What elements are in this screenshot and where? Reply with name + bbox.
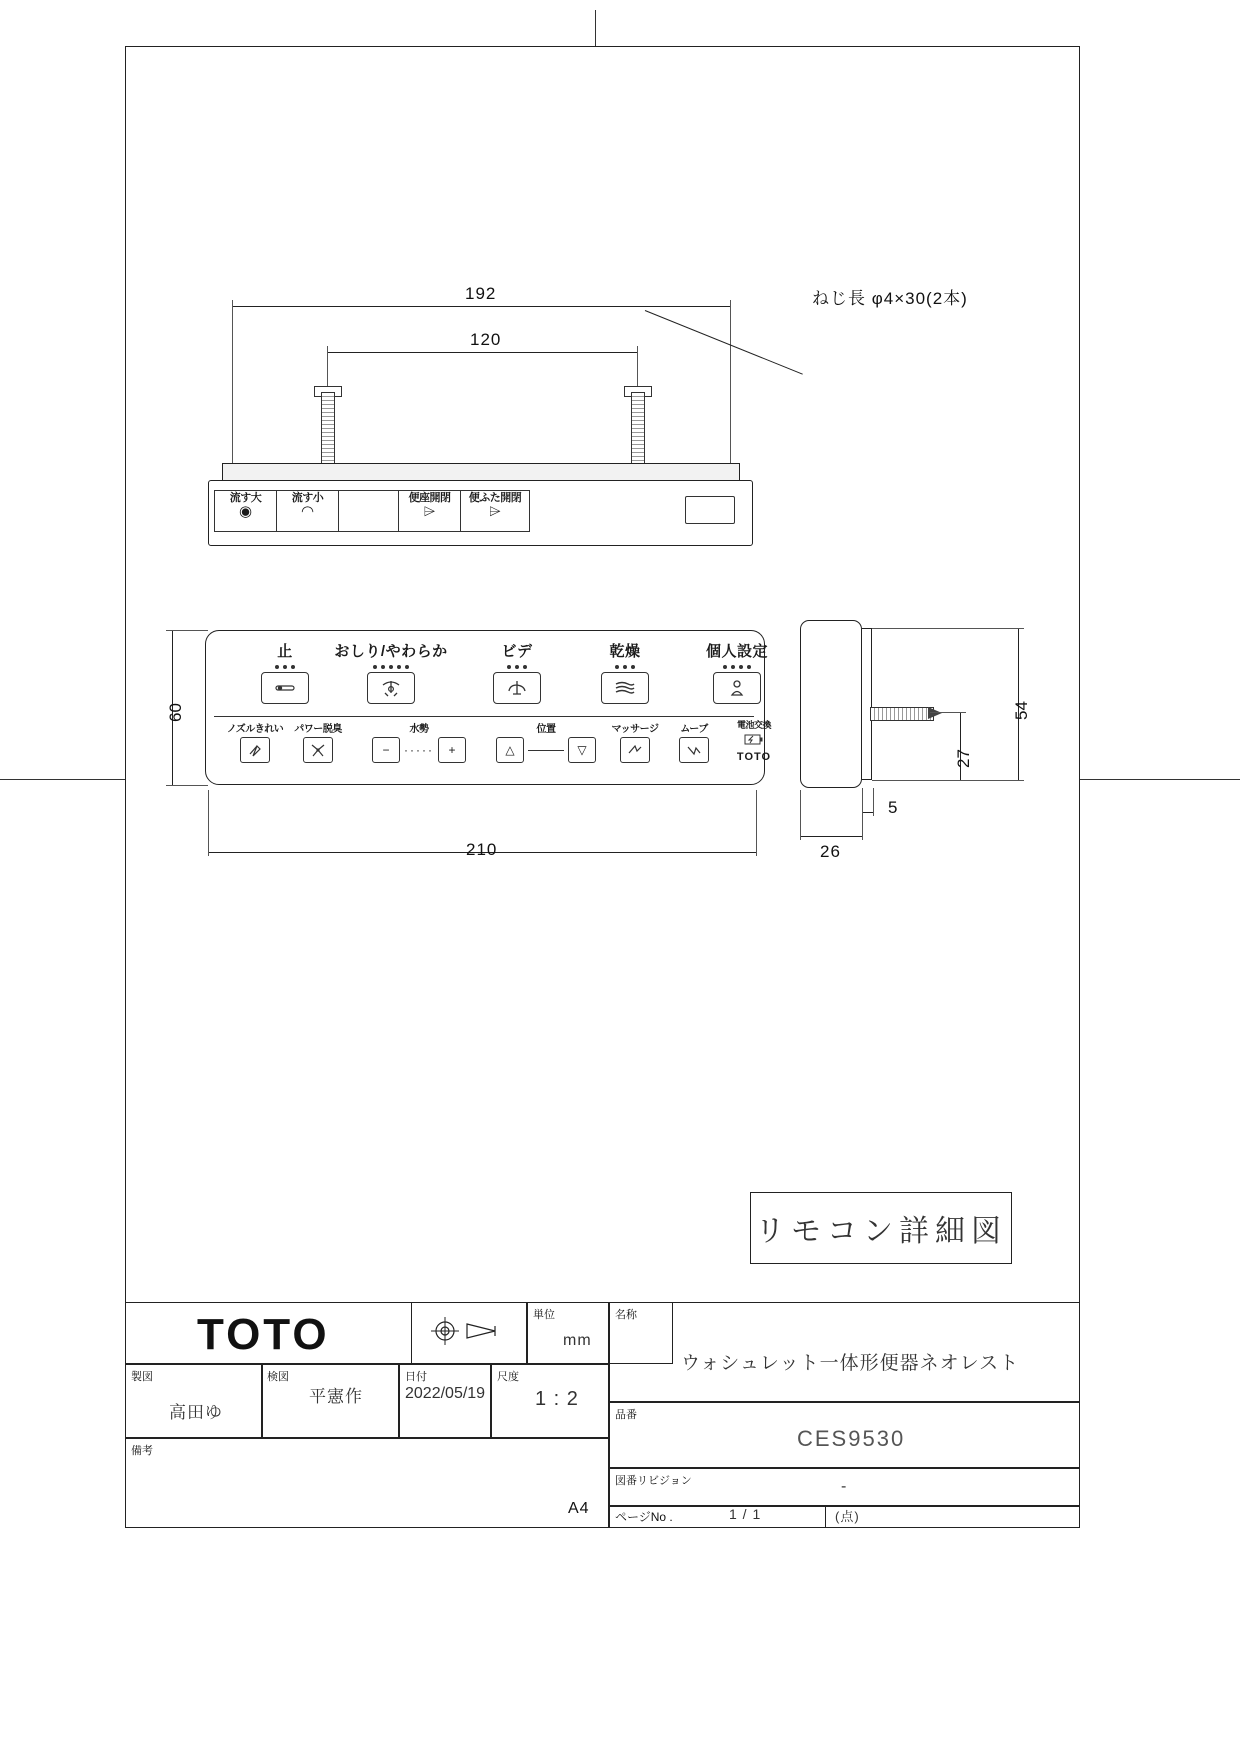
dryer-glyph [611,678,639,698]
deodorize-glyph [309,742,327,758]
main-button-personal-label: 個人設定 [705,643,768,660]
dim-line-26 [800,836,862,837]
checker-label: 検図 [267,1371,289,1383]
water-pressure-plus-button[interactable] [438,737,466,763]
top-view-window [685,496,735,524]
dim-54: 54 [1012,701,1031,720]
bidet-dots [462,665,572,669]
top-button-lid-label: 便ふた開閉 [468,492,522,504]
dim-line-120 [327,352,637,353]
dim-210: 210 [466,840,498,859]
top-view-button-row [214,490,530,532]
sub-button-deodorize-label: パワー脱臭 [294,724,342,735]
battery-label: 電池交換 [736,720,771,730]
sub-button-massage[interactable] [606,720,664,763]
dim-60: 60 [166,703,185,722]
unit-value: mm [563,1332,592,1349]
scale-value: 1 : 2 [535,1388,579,1410]
main-button-dryer[interactable] [570,640,680,704]
personal-setting-icon[interactable] [713,672,761,704]
main-button-stop-label: 止 [277,643,293,660]
ext-line-26-left [800,790,801,840]
name-label: 名称 [615,1309,637,1321]
swirl-small-icon: ◠ [300,503,315,520]
dim-192: 192 [465,284,497,303]
position-track [528,750,564,751]
top-button-blank[interactable] [338,490,398,532]
revision-label: 図番リビジョン [615,1475,692,1487]
dim-line-192 [232,306,730,307]
checker-value: 平憲作 [309,1387,363,1406]
designer-value: 高田ゆ [169,1403,223,1422]
top-button-flush-large-label: 流す大 [229,492,262,504]
part-value: CES9530 [797,1426,906,1451]
first-angle-projection-icon [425,1314,515,1353]
screw-note: ねじ長 φ4×30(2本) [812,289,968,308]
page-suffix-cell [825,1506,1080,1528]
top-view-mount-plate [222,463,740,480]
dim-120: 120 [470,330,502,349]
position-down-button[interactable] [568,737,596,763]
dryer-dots [570,665,680,669]
dim-line-27 [960,712,961,780]
bidet-icon[interactable] [493,672,541,704]
projection-glyph [425,1314,515,1348]
triangle-down-icon: ▽ [577,743,587,757]
top-button-flush-small-label: 流す小 [291,492,324,504]
name-value: ウォシュレット一体形便器ネオレスト [681,1353,1020,1374]
triangle-up-icon: △ [505,743,515,757]
ext-line-27-top [930,712,966,713]
unit-label: 単位 [533,1309,555,1321]
side-view-screw [870,700,948,726]
ext-line-192-right [730,300,731,480]
rear-dots [316,665,466,669]
sub-button-water-pressure [354,720,484,763]
sub-button-water-pressure-label: 水勢 [409,724,429,735]
paper-size-label: A4 [568,1500,590,1517]
ext-line-60-bottom [166,785,208,786]
massage-icon[interactable] [620,737,650,763]
swirl-large-icon: ◉ [238,503,253,520]
page-suffix: (点) [835,1509,860,1524]
nozzle-clean-glyph [246,742,264,758]
sub-button-massage-label: マッサージ [611,724,659,735]
ext-line-54-top [872,628,1024,629]
center-mark-right [1079,779,1240,780]
drawing-title-stamp-text: リモコン詳細図 [755,1215,1007,1248]
date-value: 2022/05/19 [405,1385,486,1402]
remarks-label: 備考 [131,1445,153,1457]
drawing-title-stamp [750,1192,1012,1264]
page-label: ページNo . [615,1510,673,1524]
stop-glyph [272,682,298,694]
title-block [125,1302,1080,1528]
dim-26: 26 [820,842,841,861]
seat-open-close-icon: ⌲ [423,503,436,520]
sub-button-move-label: ムーブ [680,724,708,735]
page-value: 1 / 1 [729,1506,762,1522]
toto-brand-front: TOTO [736,751,772,763]
dim-27: 27 [954,749,973,768]
personal-dots [672,665,802,669]
ext-line-210-left [208,790,209,856]
part-label: 品番 [615,1409,637,1421]
top-button-flush-large[interactable] [214,490,276,532]
main-button-dryer-label: 乾燥 [609,643,641,660]
main-button-personal[interactable] [672,640,802,704]
top-button-seat-label: 便座開閉 [408,492,451,504]
center-mark-top [595,10,596,46]
battery-glyph [744,734,764,745]
main-button-bidet[interactable] [462,640,572,704]
ext-line-60-top [166,630,208,631]
ext-line-5-left [862,788,863,816]
battery-indicator [714,718,794,763]
move-glyph [685,742,703,758]
battery-icon [714,732,794,750]
dim-5: 5 [888,798,899,817]
main-button-rear-label: おしり/やわらか [334,643,448,660]
minus-icon: − [382,743,390,757]
remarks-cell [125,1438,609,1528]
front-divider [214,716,754,717]
rear-glyph [376,677,406,699]
rear-soft-icon[interactable] [367,672,415,704]
top-button-lid[interactable] [460,490,530,532]
sub-button-position-label: 位置 [536,724,556,735]
sub-button-position [486,720,606,763]
sub-button-deodorize[interactable] [288,720,348,763]
date-label: 日付 [405,1371,427,1383]
top-button-flush-small[interactable] [276,490,338,532]
nozzle-clean-icon[interactable] [240,737,270,763]
ext-line-5-right [873,788,874,816]
main-button-bidet-label: ビデ [501,643,533,660]
scale-label: 尺度 [497,1371,519,1383]
ext-line-210-right [756,790,757,856]
ext-line-54-bottom [872,780,1024,781]
designer-label: 製図 [131,1371,153,1383]
lid-open-close-icon: ⌲ [489,503,501,520]
main-button-rear[interactable] [316,640,466,704]
sub-button-nozzle-clean[interactable] [224,720,286,763]
side-view-body [800,620,862,788]
front-main-button-row [212,640,768,710]
sub-button-nozzle-clean-label: ノズルきれい [226,724,284,735]
center-mark-left [0,779,126,780]
front-sub-button-row [214,720,772,778]
stop-icon[interactable] [261,672,309,704]
toto-logo: TOTO [197,1310,330,1359]
power-deodorize-icon[interactable] [303,737,333,763]
ext-line-192-left [232,300,233,480]
move-icon[interactable] [679,737,709,763]
personal-glyph [726,677,748,699]
top-button-seat[interactable] [398,490,460,532]
plus-icon: + [448,743,456,757]
dryer-icon[interactable] [601,672,649,704]
water-pressure-level-dots: ····· [404,743,434,757]
water-pressure-minus-button[interactable] [372,737,400,763]
position-up-button[interactable] [496,737,524,763]
revision-value: - [841,1478,848,1495]
massage-glyph [626,742,644,758]
bidet-glyph [504,677,530,699]
ext-line-26-right [862,816,863,840]
